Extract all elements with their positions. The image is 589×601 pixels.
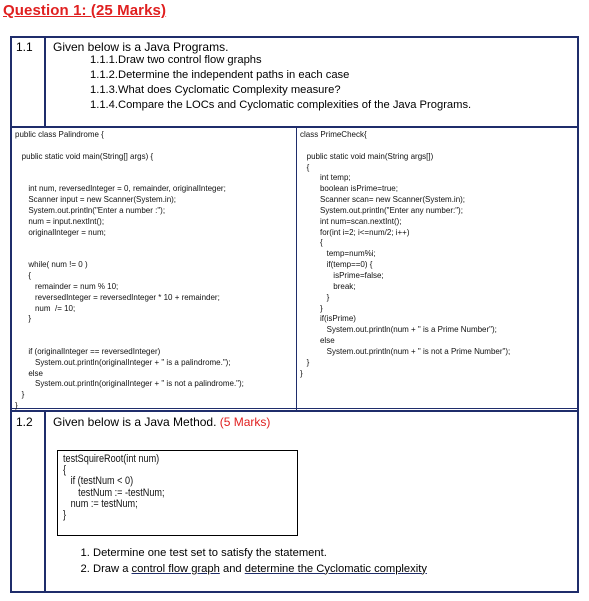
code-line: int num, reversedInteger = 0, remainder, originalInteger; [15, 183, 226, 194]
q1-1-subitem: 1.1.1.Draw two control flow graphs [90, 54, 262, 66]
code-line: System.out.println("Enter any number:"); [300, 204, 463, 215]
code-line: { [300, 237, 323, 248]
task-item-2 [93, 562, 427, 578]
q1-1-number-divider [44, 36, 46, 127]
task-1-text: Determine one test set to satisfy the statement. [93, 547, 327, 559]
palindrome-code [15, 129, 244, 411]
code-line: System.out.println("Enter a number :"); [15, 204, 166, 215]
question-heading: Question 1: (25 Marks) [3, 2, 167, 19]
code-line: break; [300, 280, 356, 291]
q1-2-intro-text: Given below is a Java Method. [53, 415, 217, 429]
code-line: public static void main(String[] args) { [15, 150, 154, 161]
method-code-line: testNum := -testNum; [63, 486, 165, 499]
code-line: } [15, 400, 18, 411]
q1-1-subitem: 1.1.2.Determine the independent paths in each case [90, 69, 350, 81]
code-line: } [15, 313, 31, 324]
code-line: while( num != 0 ) [15, 259, 88, 270]
q1-1-subitem: 1.1.3.What does Cyclomatic Complexity measure? [90, 84, 341, 96]
code-line [15, 324, 244, 335]
code-line: if(temp==0) { [300, 259, 373, 270]
code-line: isPrime=false; [300, 269, 384, 280]
code-line: else [300, 335, 335, 346]
q1-2-number-divider [44, 410, 46, 593]
code-line: boolean isPrime=true; [300, 183, 398, 194]
primecheck-code [300, 129, 510, 378]
code-line: num /= 10; [15, 302, 76, 313]
code-line: System.out.println(num + " is a Prime Number"); [300, 324, 497, 335]
task-list [75, 546, 427, 577]
code-line: originalInteger = num; [15, 226, 106, 237]
method-code-line: num := testNum; [63, 497, 138, 510]
code-line: System.out.println(originalInteger + " is a palindrome."); [15, 356, 231, 367]
task-2-link-cc: determine the Cyclomatic complexity [244, 562, 427, 575]
code-line: reversedInteger = reversedInteger * 10 + remainder; [15, 291, 220, 302]
code-line [300, 140, 510, 151]
code-line: System.out.println(num + " is not a Prime Number"); [300, 345, 511, 356]
q1-2-intro [53, 415, 270, 429]
code-line: System.out.println(originalInteger + " is not a palindrome."); [15, 378, 244, 389]
code-line [15, 335, 244, 346]
code-line: class PrimeCheck{ [300, 129, 367, 139]
code-line: { [300, 161, 310, 172]
code-line: if(isPrime) [300, 313, 356, 324]
q1-1-intro: Given below is a Java Programs. [53, 40, 229, 54]
code-line: public class Palindrome { [15, 129, 104, 139]
code-line [15, 237, 244, 248]
task-item-1 [93, 546, 427, 562]
code-line: temp=num%i; [300, 248, 376, 259]
code-line: } [300, 356, 310, 367]
code-column-divider [296, 127, 297, 411]
code-line: int num=scan.nextInt(); [300, 215, 402, 226]
code-line: for(int i=2; i<=num/2; i++) [300, 226, 410, 237]
code-line: remainder = num % 10; [15, 280, 119, 291]
q1-2-tasks [75, 546, 427, 577]
method-code-line: testSquireRoot(int num) [63, 453, 160, 465]
code-line: else [15, 367, 43, 378]
q1-1-number: 1.1 [16, 40, 33, 54]
code-line: num = input.nextInt(); [15, 215, 105, 226]
code-line: { [15, 269, 31, 280]
q1-1-subitem: 1.1.4.Compare the LOCs and Cyclomatic complexities of the Java Programs. [90, 99, 472, 111]
q1-1-subitems [90, 53, 471, 113]
code-line: public static void main(String args[]) [300, 150, 434, 161]
q1-2-number: 1.2 [16, 415, 33, 429]
q1-2-marks: (5 Marks) [216, 415, 271, 429]
code-line [15, 162, 244, 173]
code-line: if (originalInteger == reversedInteger) [15, 345, 161, 356]
method-code [63, 454, 165, 521]
method-code-line: if (testNum < 0) [63, 475, 134, 488]
task-2-link-cfg: control flow graph [131, 562, 220, 575]
code-line: } [300, 302, 323, 313]
method-code-box [57, 450, 298, 536]
task-2-mid: and [219, 562, 245, 575]
task-2-prefix: Draw a [93, 562, 132, 575]
code-line: } [300, 291, 330, 302]
code-line: } [15, 389, 25, 400]
method-code-line: { [63, 464, 67, 477]
code-line: int temp; [300, 172, 351, 183]
code-line [15, 172, 244, 183]
code-line: Scanner scan= new Scanner(System.in); [300, 194, 466, 205]
code-line [15, 248, 244, 259]
code-line: Scanner input = new Scanner(System.in); [15, 194, 177, 205]
method-code-line: } [63, 509, 67, 522]
q1-1-header-divider [10, 126, 579, 128]
code-line: } [300, 367, 303, 378]
code-line [15, 140, 244, 151]
